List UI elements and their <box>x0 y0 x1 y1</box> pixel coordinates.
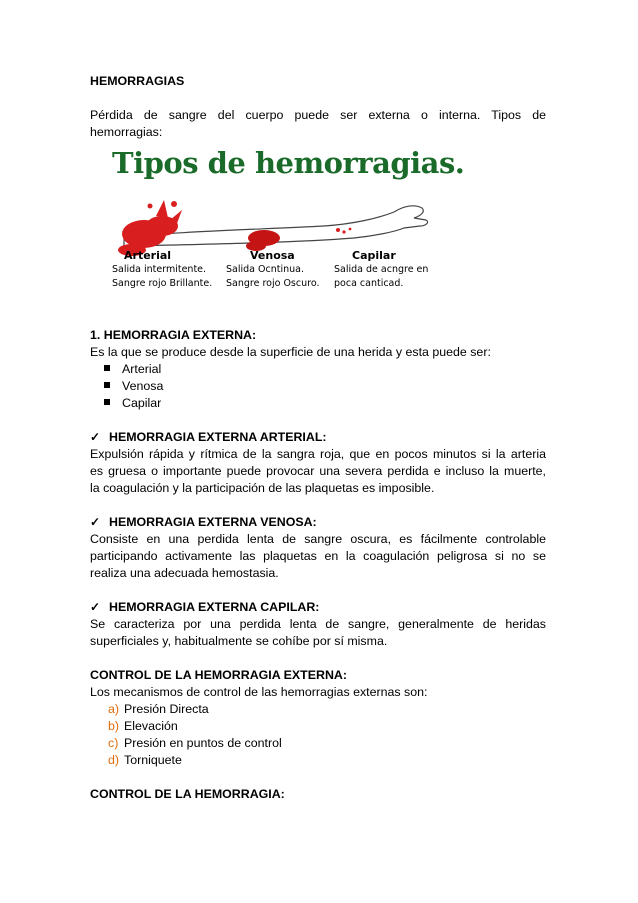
label-arterial: Arterial <box>124 249 172 262</box>
document-title: HEMORRAGIAS <box>90 74 185 88</box>
capilar-heading: ✓ HEMORRAGIA EXTERNA CAPILAR: <box>90 600 320 614</box>
hemorrhage-types-figure <box>104 146 465 296</box>
venosa-line-2: participando activamente las plaquetas en la coagulación peligrosa si no se <box>90 549 546 563</box>
list-item: Arterial <box>104 361 560 378</box>
control2-heading: CONTROL DE LA HEMORRAGIA: <box>90 787 285 801</box>
list-item: a) Presión Directa <box>108 702 209 716</box>
bullet-icon <box>104 382 110 388</box>
checkmark-icon: ✓ <box>90 600 101 614</box>
intro-line-1: Pérdida de sangre del cuerpo puede ser externa o interna. Tipos de <box>90 108 546 122</box>
arterial-blood-icon <box>118 200 182 256</box>
control-heading: CONTROL DE LA HEMORRAGIA EXTERNA: <box>90 668 347 682</box>
figure-title: Tipos de hemorragias. <box>112 146 465 180</box>
section1-heading: 1. HEMORRAGIA EXTERNA: <box>90 328 257 342</box>
venosa-heading: ✓ HEMORRAGIA EXTERNA VENOSA: <box>90 515 317 529</box>
bullet-icon <box>104 399 110 405</box>
arterial-heading: ✓ HEMORRAGIA EXTERNA ARTERIAL: <box>90 430 327 444</box>
caption-arterial: Salida intermitente. Sangre rojo Brillante. <box>112 264 213 289</box>
list-item: d) Torniquete <box>108 753 182 767</box>
arterial-line-2: es gruesa o importante puede provocar una severa perdida e incluso la muerte, <box>90 464 546 478</box>
arterial-line-1: Expulsión rápida y rítmica de la sangra roja, que en pocos minutos si la arteria <box>90 447 546 461</box>
venosa-line-1: Consiste en una perdida lenta de sangre oscura, es fácilmente controlable <box>90 532 546 546</box>
venosa-line-3: realiza una adecuada hemostasia. <box>90 566 279 580</box>
label-venosa: Venosa <box>250 249 295 262</box>
capilar-line-1: Se caracteriza por una perdida lenta de sangre, generalmente de heridas <box>90 617 546 631</box>
section1-text: Es la que se produce desde la superficie de una herida y esta puede ser: <box>90 345 491 359</box>
list-item: b) Elevación <box>108 719 178 733</box>
capilar-line-2: superficiales y, habitualmente se cohíbe por sí misma. <box>90 634 388 648</box>
bullet-icon <box>104 365 110 371</box>
list-item: Capilar <box>104 395 560 412</box>
caption-venosa: Salida Ocntinua. Sangre rojo Oscuro. <box>226 264 320 289</box>
arterial-line-3: la coagulación y la participación de las plaquetas es imposible. <box>90 481 435 495</box>
intro-line-2: hemorragias: <box>90 125 163 139</box>
list-item: c) Presión en puntos de control <box>108 736 282 750</box>
checkmark-icon: ✓ <box>90 515 101 529</box>
control-text: Los mecanismos de control de las hemorragias externas son: <box>90 685 428 699</box>
label-capilar: Capilar <box>352 249 396 262</box>
checkmark-icon: ✓ <box>90 430 101 444</box>
list-item: Venosa <box>104 378 560 395</box>
caption-capilar: Salida de acngre en poca canticad. <box>334 264 429 289</box>
